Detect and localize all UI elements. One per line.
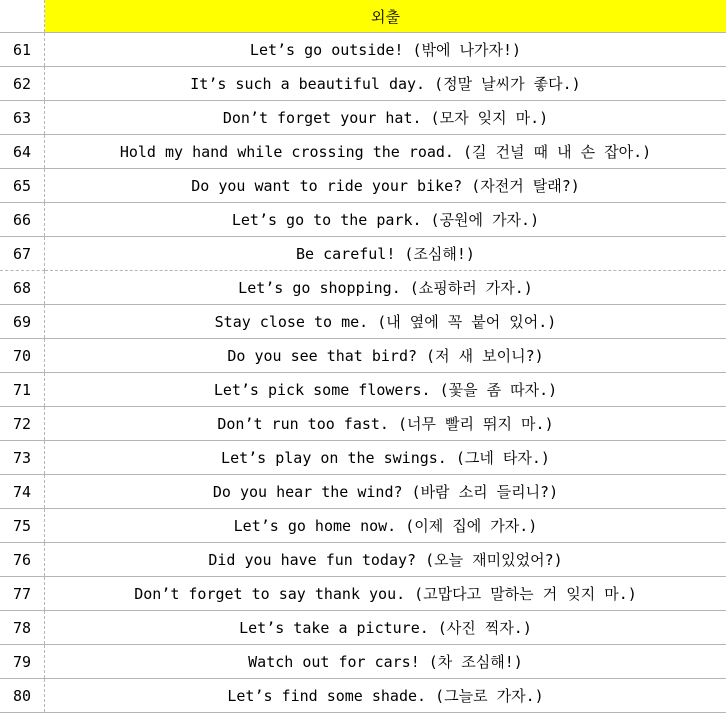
table-row — [0, 237, 726, 271]
row-number: 75 — [0, 509, 45, 543]
phrase-cell: Don’t forget to say thank you. (고맙다고 말하는 거 잊지 마.) — [45, 577, 726, 611]
row-number: 74 — [0, 475, 45, 509]
table-row — [0, 679, 726, 713]
header-row — [0, 0, 726, 33]
table-row — [0, 645, 726, 679]
row-number: 72 — [0, 407, 45, 441]
phrase-cell: It’s such a beautiful day. (정말 날씨가 좋다.) — [45, 67, 726, 101]
row-number: 69 — [0, 305, 45, 339]
row-number: 68 — [0, 271, 45, 305]
phrase-cell: Let’s pick some flowers. (꽃을 좀 따자.) — [45, 373, 726, 407]
table-row — [0, 305, 726, 339]
phrase-cell: Do you hear the wind? (바람 소리 들리니?) — [45, 475, 726, 509]
phrase-cell: Do you want to ride your bike? (자전거 탈래?) — [45, 169, 726, 203]
row-number: 73 — [0, 441, 45, 475]
row-number: 76 — [0, 543, 45, 577]
phrase-cell: Don’t run too fast. (너무 빨리 뛰지 마.) — [45, 407, 726, 441]
table-row — [0, 33, 726, 67]
phrase-cell: Let’s go to the park. (공원에 가자.) — [45, 203, 726, 237]
phrase-cell: Let’s find some shade. (그늘로 가자.) — [45, 679, 726, 713]
table-row — [0, 101, 726, 135]
table-row — [0, 373, 726, 407]
row-number: 71 — [0, 373, 45, 407]
phrase-cell: Let’s take a picture. (사진 찍자.) — [45, 611, 726, 645]
phrase-cell: Stay close to me. (내 옆에 꼭 붙어 있어.) — [45, 305, 726, 339]
phrase-cell: Be careful! (조심해!) — [45, 237, 726, 271]
table-row — [0, 475, 726, 509]
row-number: 78 — [0, 611, 45, 645]
table-row — [0, 339, 726, 373]
table-row — [0, 577, 726, 611]
row-number: 66 — [0, 203, 45, 237]
row-number: 70 — [0, 339, 45, 373]
phrase-cell: Let’s play on the swings. (그네 타자.) — [45, 441, 726, 475]
row-number: 79 — [0, 645, 45, 679]
phrase-cell: Hold my hand while crossing the road. (길 건널 때 내 손 잡아.) — [45, 135, 726, 169]
phrase-cell: Did you have fun today? (오늘 재미있었어?) — [45, 543, 726, 577]
table-row — [0, 407, 726, 441]
table-row — [0, 203, 726, 237]
phrase-cell: Let’s go outside! (밖에 나가자!) — [45, 33, 726, 67]
row-number: 63 — [0, 101, 45, 135]
table-row — [0, 441, 726, 475]
table-row — [0, 543, 726, 577]
phrase-cell: Watch out for cars! (차 조심해!) — [45, 645, 726, 679]
table-row — [0, 509, 726, 543]
header-number-cell — [0, 0, 45, 33]
row-number: 80 — [0, 679, 45, 713]
table-row — [0, 135, 726, 169]
phrase-cell: Don’t forget your hat. (모자 잊지 마.) — [45, 101, 726, 135]
table-row — [0, 271, 726, 305]
table-row — [0, 169, 726, 203]
row-number: 62 — [0, 67, 45, 101]
phrase-cell: Do you see that bird? (저 새 보이니?) — [45, 339, 726, 373]
table-row — [0, 611, 726, 645]
row-number: 77 — [0, 577, 45, 611]
header-title-cell: 외출 — [45, 0, 726, 33]
phrase-cell: Let’s go shopping. (쇼핑하러 가자.) — [45, 271, 726, 305]
row-number: 61 — [0, 33, 45, 67]
row-number: 64 — [0, 135, 45, 169]
row-number: 65 — [0, 169, 45, 203]
row-number: 67 — [0, 237, 45, 271]
phrase-cell: Let’s go home now. (이제 집에 가자.) — [45, 509, 726, 543]
table-row — [0, 67, 726, 101]
